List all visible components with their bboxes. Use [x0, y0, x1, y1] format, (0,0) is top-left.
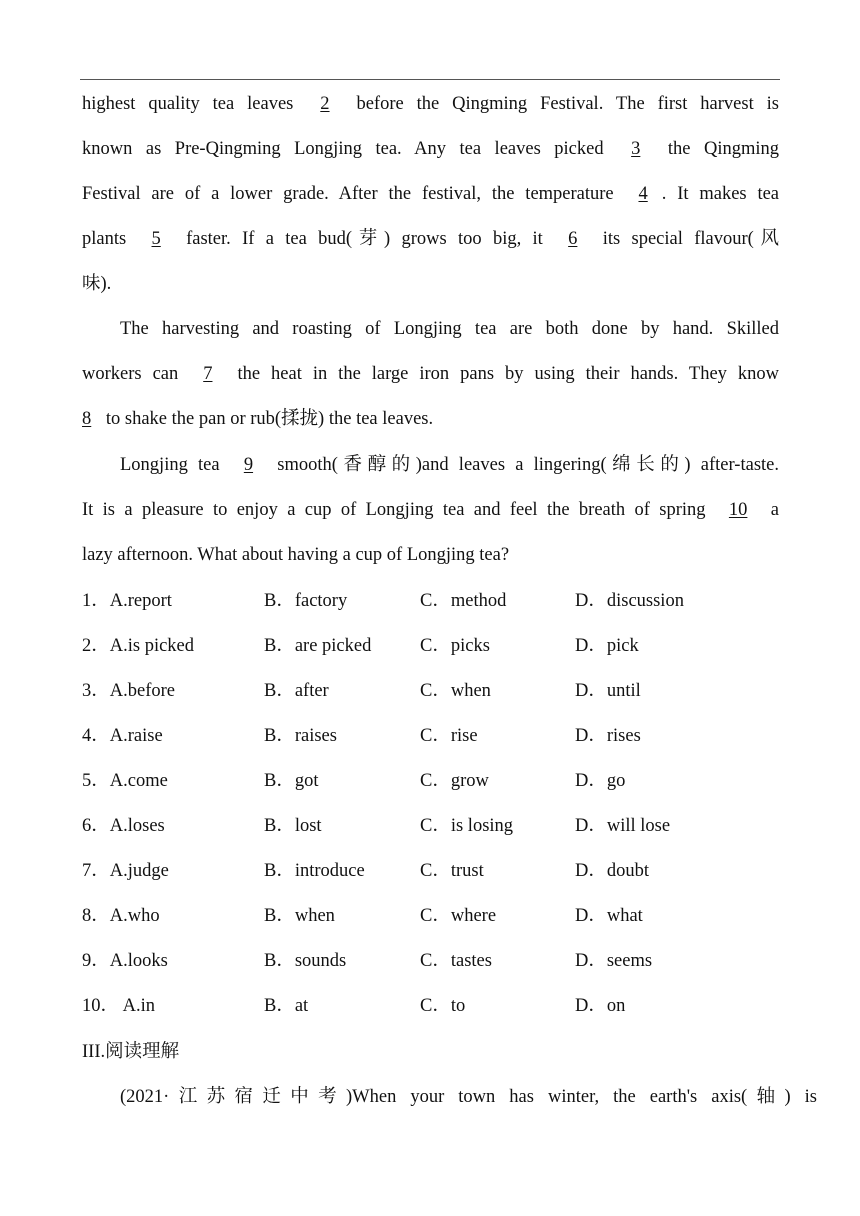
option-c: C．to — [420, 996, 466, 1016]
option-a: 10． A.in — [82, 996, 155, 1016]
option-a: 1．A.report — [82, 591, 172, 611]
option-row — [82, 714, 782, 759]
option-b: B．are picked — [264, 636, 372, 656]
option-b: B．raises — [264, 726, 337, 746]
blank-2: 2 — [320, 94, 330, 114]
option-row — [82, 759, 782, 804]
passage-line: 味). — [82, 274, 112, 294]
option-c: C．grow — [420, 771, 489, 791]
passage-paragraph-3 — [82, 443, 779, 578]
option-b: B．when — [264, 906, 335, 926]
option-row — [82, 804, 782, 849]
option-c: C．tastes — [420, 951, 492, 971]
blank-10: 10 — [728, 500, 748, 520]
option-b: B．introduce — [264, 861, 365, 881]
option-c: C．trust — [420, 861, 484, 881]
option-a: 8．A.who — [82, 906, 160, 926]
option-c: C．picks — [420, 636, 490, 656]
header-rule — [80, 79, 780, 80]
blank-5: 5 — [151, 229, 161, 249]
blank-9: 9 — [243, 455, 254, 475]
option-b: B．after — [264, 681, 329, 701]
passage-paragraph-2 — [82, 307, 779, 442]
option-a: 9．A.looks — [82, 951, 168, 971]
option-b: B．sounds — [264, 951, 347, 971]
passage-line: Festival are of a lower grade. After the festival, the temperature 4 . It makes tea — [82, 172, 779, 217]
option-d: D．pick — [575, 636, 639, 656]
option-d: D．seems — [575, 951, 653, 971]
option-a: 7．A.judge — [82, 861, 169, 881]
option-a: 4．A.raise — [82, 726, 163, 746]
passage-line: 8 to shake the pan or rub(揉拢) the tea leaves. — [82, 397, 779, 442]
option-row — [82, 669, 782, 714]
option-b: B．got — [264, 771, 319, 791]
option-b: B．lost — [264, 816, 322, 836]
reading-passage-line: (2021·江苏宿迁中考)When your town has winter, the earth's axis(轴) is — [120, 1087, 817, 1107]
options-list — [82, 579, 782, 1029]
option-d: D．on — [575, 996, 626, 1016]
option-d: D．what — [575, 906, 643, 926]
passage-line: plants 5 faster. If a tea bud(芽) grows too big, it 6 its special flavour(风 — [82, 217, 779, 262]
option-c: C．where — [420, 906, 497, 926]
passage-paragraph-1 — [82, 82, 779, 307]
option-b: B．at — [264, 996, 309, 1016]
blank-6: 6 — [568, 229, 578, 249]
option-c: C．when — [420, 681, 491, 701]
option-d: D．rises — [575, 726, 641, 746]
option-d: D．will lose — [575, 816, 671, 836]
blank-4: 4 — [638, 184, 648, 204]
option-c: C．is losing — [420, 816, 514, 836]
option-d: D．doubt — [575, 861, 650, 881]
option-d: D．until — [575, 681, 641, 701]
passage-line: workers can 7 the heat in the large iron pans by using their hands. They know — [82, 352, 779, 397]
option-row — [82, 624, 782, 669]
passage-line: The harvesting and roasting of Longjing tea are both done by hand. Skilled — [120, 319, 779, 339]
option-c: C．rise — [420, 726, 478, 746]
option-a: 2．A.is picked — [82, 636, 195, 656]
option-row — [82, 939, 782, 984]
option-a: 6．A.loses — [82, 816, 165, 836]
option-row — [82, 849, 782, 894]
passage-line: Longjing tea 9 smooth(香醇的)and leaves a lingering(绵长的) after-taste. — [82, 443, 779, 488]
blank-8: 8 — [82, 409, 92, 429]
blank-3: 3 — [631, 139, 641, 159]
option-b: B．factory — [264, 591, 348, 611]
option-row — [82, 984, 782, 1029]
blank-7: 7 — [203, 364, 213, 384]
option-a: 3．A.before — [82, 681, 175, 701]
option-d: D．discussion — [575, 591, 684, 611]
option-row — [82, 894, 782, 939]
passage-line: highest quality tea leaves 2 before the Qingming Festival. The first harvest is — [82, 82, 779, 127]
passage-line: known as Pre-Qingming Longjing tea. Any tea leaves picked 3 the Qingming — [82, 127, 779, 172]
option-c: C．method — [420, 591, 507, 611]
option-d: D．go — [575, 771, 626, 791]
option-row — [82, 579, 782, 624]
passage-line: lazy afternoon. What about having a cup of Longjing tea? — [82, 545, 510, 565]
option-a: 5．A.come — [82, 771, 168, 791]
passage-line: It is a pleasure to enjoy a cup of Longjing tea and feel the breath of spring 10 a — [82, 488, 779, 533]
section-heading: III.阅读理解 — [82, 1042, 180, 1062]
